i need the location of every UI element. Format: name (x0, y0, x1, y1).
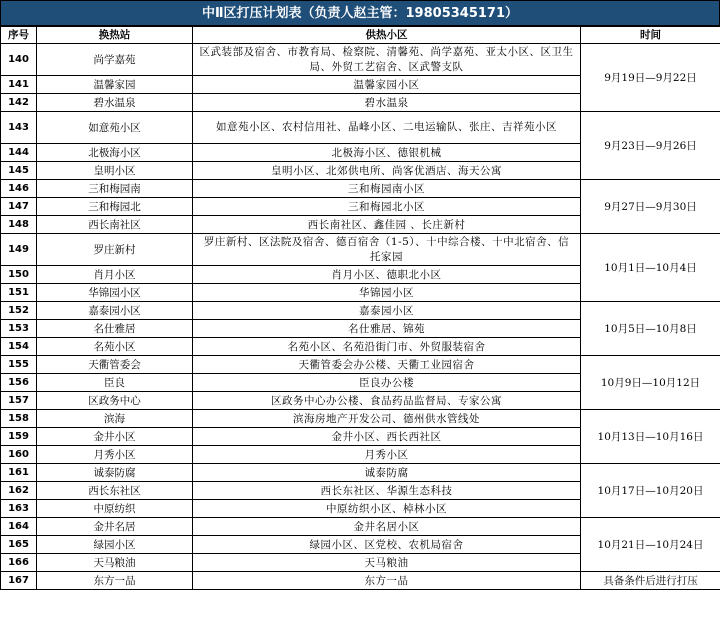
time-range: 具备条件后进行打压 (581, 572, 720, 590)
supply-area: 西长东社区、华源生态科技 (193, 482, 581, 500)
supply-area: 碧水温泉 (193, 94, 581, 112)
table-title: 中Ⅱ区打压计划表（负责人赵主管：19805345171） (0, 0, 720, 26)
row-number: 144 (1, 144, 37, 162)
row-number: 157 (1, 392, 37, 410)
supply-area: 华锦园小区 (193, 284, 581, 302)
row-number: 158 (1, 410, 37, 428)
station-name: 西长南社区 (37, 216, 193, 234)
supply-area: 绿园小区、区党校、农机局宿舍 (193, 536, 581, 554)
table-row (1, 572, 720, 590)
supply-area: 西长南社区、鑫佳园 、长庄新村 (193, 216, 581, 234)
supply-area: 温馨家园小区 (193, 76, 581, 94)
row-number: 167 (1, 572, 37, 590)
supply-area: 名仕雅居、锦苑 (193, 320, 581, 338)
row-number: 160 (1, 446, 37, 464)
supply-area: 中原纺织小区、棹林小区 (193, 500, 581, 518)
row-number: 148 (1, 216, 37, 234)
supply-area: 区武装部及宿舍、市教育局、检察院、清馨苑、尚学嘉苑、亚太小区、区卫生局、外贸工艺宿舍、区武警支队 (193, 44, 581, 76)
row-number: 151 (1, 284, 37, 302)
time-range: 9月19日—9月22日 (581, 44, 720, 112)
station-name: 温馨家园 (37, 76, 193, 94)
row-number: 140 (1, 44, 37, 76)
supply-area: 金井名居小区 (193, 518, 581, 536)
table-row (1, 518, 720, 536)
supply-area: 天衢管委会办公楼、天衢工业园宿舍 (193, 356, 581, 374)
station-name: 名仕雅居 (37, 320, 193, 338)
supply-area: 北极海小区、德银机械 (193, 144, 581, 162)
row-number: 159 (1, 428, 37, 446)
row-number: 162 (1, 482, 37, 500)
supply-area: 区政务中心办公楼、食品药品监督局、专家公寓 (193, 392, 581, 410)
supply-area: 如意苑小区、农村信用社、晶峰小区、二电运输队、张庄、吉祥苑小区 (193, 112, 581, 144)
station-name: 绿园小区 (37, 536, 193, 554)
supply-area: 皇明小区、北郊供电所、尚客优酒店、海天公寓 (193, 162, 581, 180)
station-name: 区政务中心 (37, 392, 193, 410)
station-name: 金井名居 (37, 518, 193, 536)
row-number: 149 (1, 234, 37, 266)
station-name: 西长东社区 (37, 482, 193, 500)
station-name: 尚学嘉苑 (37, 44, 193, 76)
row-number: 156 (1, 374, 37, 392)
time-range: 10月21日—10月24日 (581, 518, 720, 572)
station-name: 中原纺织 (37, 500, 193, 518)
supply-area: 天马粮油 (193, 554, 581, 572)
row-number: 141 (1, 76, 37, 94)
station-name: 臣良 (37, 374, 193, 392)
time-range: 9月23日—9月26日 (581, 112, 720, 180)
supply-area: 东方一品 (193, 572, 581, 590)
row-number: 143 (1, 112, 37, 144)
row-number: 154 (1, 338, 37, 356)
station-name: 名苑小区 (37, 338, 193, 356)
station-name: 东方一品 (37, 572, 193, 590)
header-no: 序号 (1, 27, 37, 44)
station-name: 华锦园小区 (37, 284, 193, 302)
time-range: 10月5日—10月8日 (581, 302, 720, 356)
supply-area: 诚泰防腐 (193, 464, 581, 482)
supply-area: 滨海房地产开发公司、德州供水管线处 (193, 410, 581, 428)
supply-area: 三和梅园北小区 (193, 198, 581, 216)
station-name: 嘉泰园小区 (37, 302, 193, 320)
supply-area: 名苑小区、名苑沿街门市、外贸服装宿舍 (193, 338, 581, 356)
row-number: 166 (1, 554, 37, 572)
table-row (1, 356, 720, 374)
table-row (1, 464, 720, 482)
station-name: 天衢管委会 (37, 356, 193, 374)
station-name: 如意苑小区 (37, 112, 193, 144)
table-row (1, 180, 720, 198)
row-number: 152 (1, 302, 37, 320)
row-number: 155 (1, 356, 37, 374)
table-row (1, 410, 720, 428)
station-name: 肖月小区 (37, 266, 193, 284)
station-name: 罗庄新村 (37, 234, 193, 266)
supply-area: 罗庄新村、区法院及宿舍、德百宿舍（1-5）、十中综合楼、十中北宿舍、信托家园 (193, 234, 581, 266)
header-station: 换热站 (37, 27, 193, 44)
time-range: 10月1日—10月4日 (581, 234, 720, 302)
table-row (1, 112, 720, 144)
row-number: 163 (1, 500, 37, 518)
table-row (1, 302, 720, 320)
schedule-table (0, 26, 720, 590)
station-name: 滨海 (37, 410, 193, 428)
supply-area: 臣良办公楼 (193, 374, 581, 392)
supply-area: 月秀小区 (193, 446, 581, 464)
supply-area: 肖月小区、德职北小区 (193, 266, 581, 284)
header-time: 时间 (581, 27, 720, 44)
supply-area: 金井小区、西长西社区 (193, 428, 581, 446)
table-row (1, 44, 720, 76)
row-number: 145 (1, 162, 37, 180)
station-name: 碧水温泉 (37, 94, 193, 112)
station-name: 皇明小区 (37, 162, 193, 180)
table-row (1, 234, 720, 266)
station-name: 诚泰防腐 (37, 464, 193, 482)
header-row (1, 27, 720, 44)
row-number: 161 (1, 464, 37, 482)
time-range: 10月17日—10月20日 (581, 464, 720, 518)
station-name: 月秀小区 (37, 446, 193, 464)
station-name: 天马粮油 (37, 554, 193, 572)
row-number: 165 (1, 536, 37, 554)
row-number: 153 (1, 320, 37, 338)
time-range: 10月13日—10月16日 (581, 410, 720, 464)
time-range: 9月27日—9月30日 (581, 180, 720, 234)
row-number: 147 (1, 198, 37, 216)
row-number: 142 (1, 94, 37, 112)
row-number: 164 (1, 518, 37, 536)
supply-area: 嘉泰园小区 (193, 302, 581, 320)
supply-area: 三和梅园南小区 (193, 180, 581, 198)
row-number: 150 (1, 266, 37, 284)
table-body (1, 44, 720, 590)
station-name: 北极海小区 (37, 144, 193, 162)
station-name: 金井小区 (37, 428, 193, 446)
station-name: 三和梅园北 (37, 198, 193, 216)
station-name: 三和梅园南 (37, 180, 193, 198)
header-area: 供热小区 (193, 27, 581, 44)
row-number: 146 (1, 180, 37, 198)
time-range: 10月9日—10月12日 (581, 356, 720, 410)
